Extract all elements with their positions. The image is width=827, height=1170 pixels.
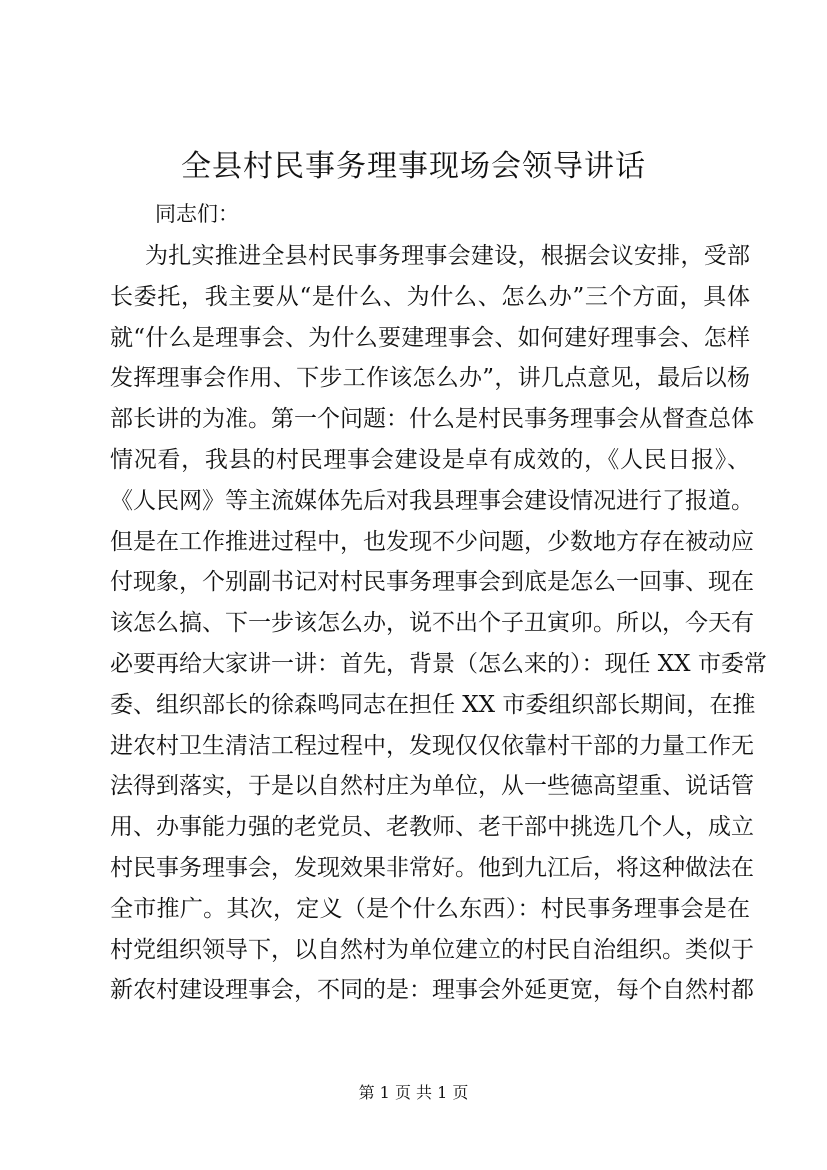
body-line: 部长讲的为准。第一个问题：什么是村民事务理事会从督查总体 bbox=[110, 406, 754, 433]
document-title: 全县村民事务理事现场会领导讲话 bbox=[181, 149, 646, 184]
body-line: 法得到落实，于是以自然村庄为单位，从一些德高望重、说话管 bbox=[110, 773, 754, 800]
page-footer: 第 1 页 共 1 页 bbox=[358, 1083, 469, 1102]
body-line: 村党组织领导下，以自然村为单位建立的村民自治组织。类似于 bbox=[110, 936, 754, 963]
body-line: 发挥理事会作用、下步工作该怎么办”，讲几点意见，最后以杨 bbox=[110, 365, 750, 392]
body-line: 全市推广。其次，定义（是个什么东西）：村民事务理事会是在 bbox=[110, 895, 750, 922]
body-line: 必要再给大家讲一讲：首先，背景（怎么来的）：现任 XX 市委常 bbox=[110, 650, 767, 677]
body-line: 情况看，我县的村民理事会建设是卓有成效的，《人民日报》、 bbox=[110, 446, 750, 473]
body-text bbox=[110, 236, 767, 1011]
body-line: 就“什么是理事会、为什么要建理事会、如何建好理事会、怎样 bbox=[110, 324, 750, 351]
body-line: 为扎实推进全县村民事务理事会建设，根据会议安排，受部 bbox=[145, 243, 750, 269]
body-line: 委、组织部长的徐森鸣同志在担任 XX 市委组织部长期间，在推 bbox=[110, 691, 756, 718]
body-line: 新农村建设理事会，不同的是：理事会外延更宽，每个自然村都 bbox=[110, 977, 754, 1004]
body-line: 但是在工作推进过程中，也发现不少问题，少数地方存在被动应 bbox=[110, 528, 754, 555]
salutation: 同志们： bbox=[155, 202, 239, 226]
body-line: 村民事务理事会，发现效果非常好。他到九江后，将这种做法在 bbox=[110, 854, 754, 881]
body-line: 进农村卫生清洁工程过程中，发现仅仅依靠村干部的力量工作无 bbox=[110, 732, 754, 759]
body-line: 用、办事能力强的老党员、老教师、老干部中挑选几个人，成立 bbox=[110, 814, 754, 841]
body-line: 该怎么搞、下一步该怎么办，说不出个子丑寅卯。所以，今天有 bbox=[110, 610, 754, 637]
body-line: 长委托，我主要从“是什么、为什么、怎么办”三个方面，具体 bbox=[110, 283, 750, 310]
body-line: 《人民网》等主流媒体先后对我县理事会建设情况进行了报道。 bbox=[110, 487, 754, 514]
body-line: 付现象，个别副书记对村民事务理事会到底是怎么一回事、现在 bbox=[110, 569, 754, 596]
